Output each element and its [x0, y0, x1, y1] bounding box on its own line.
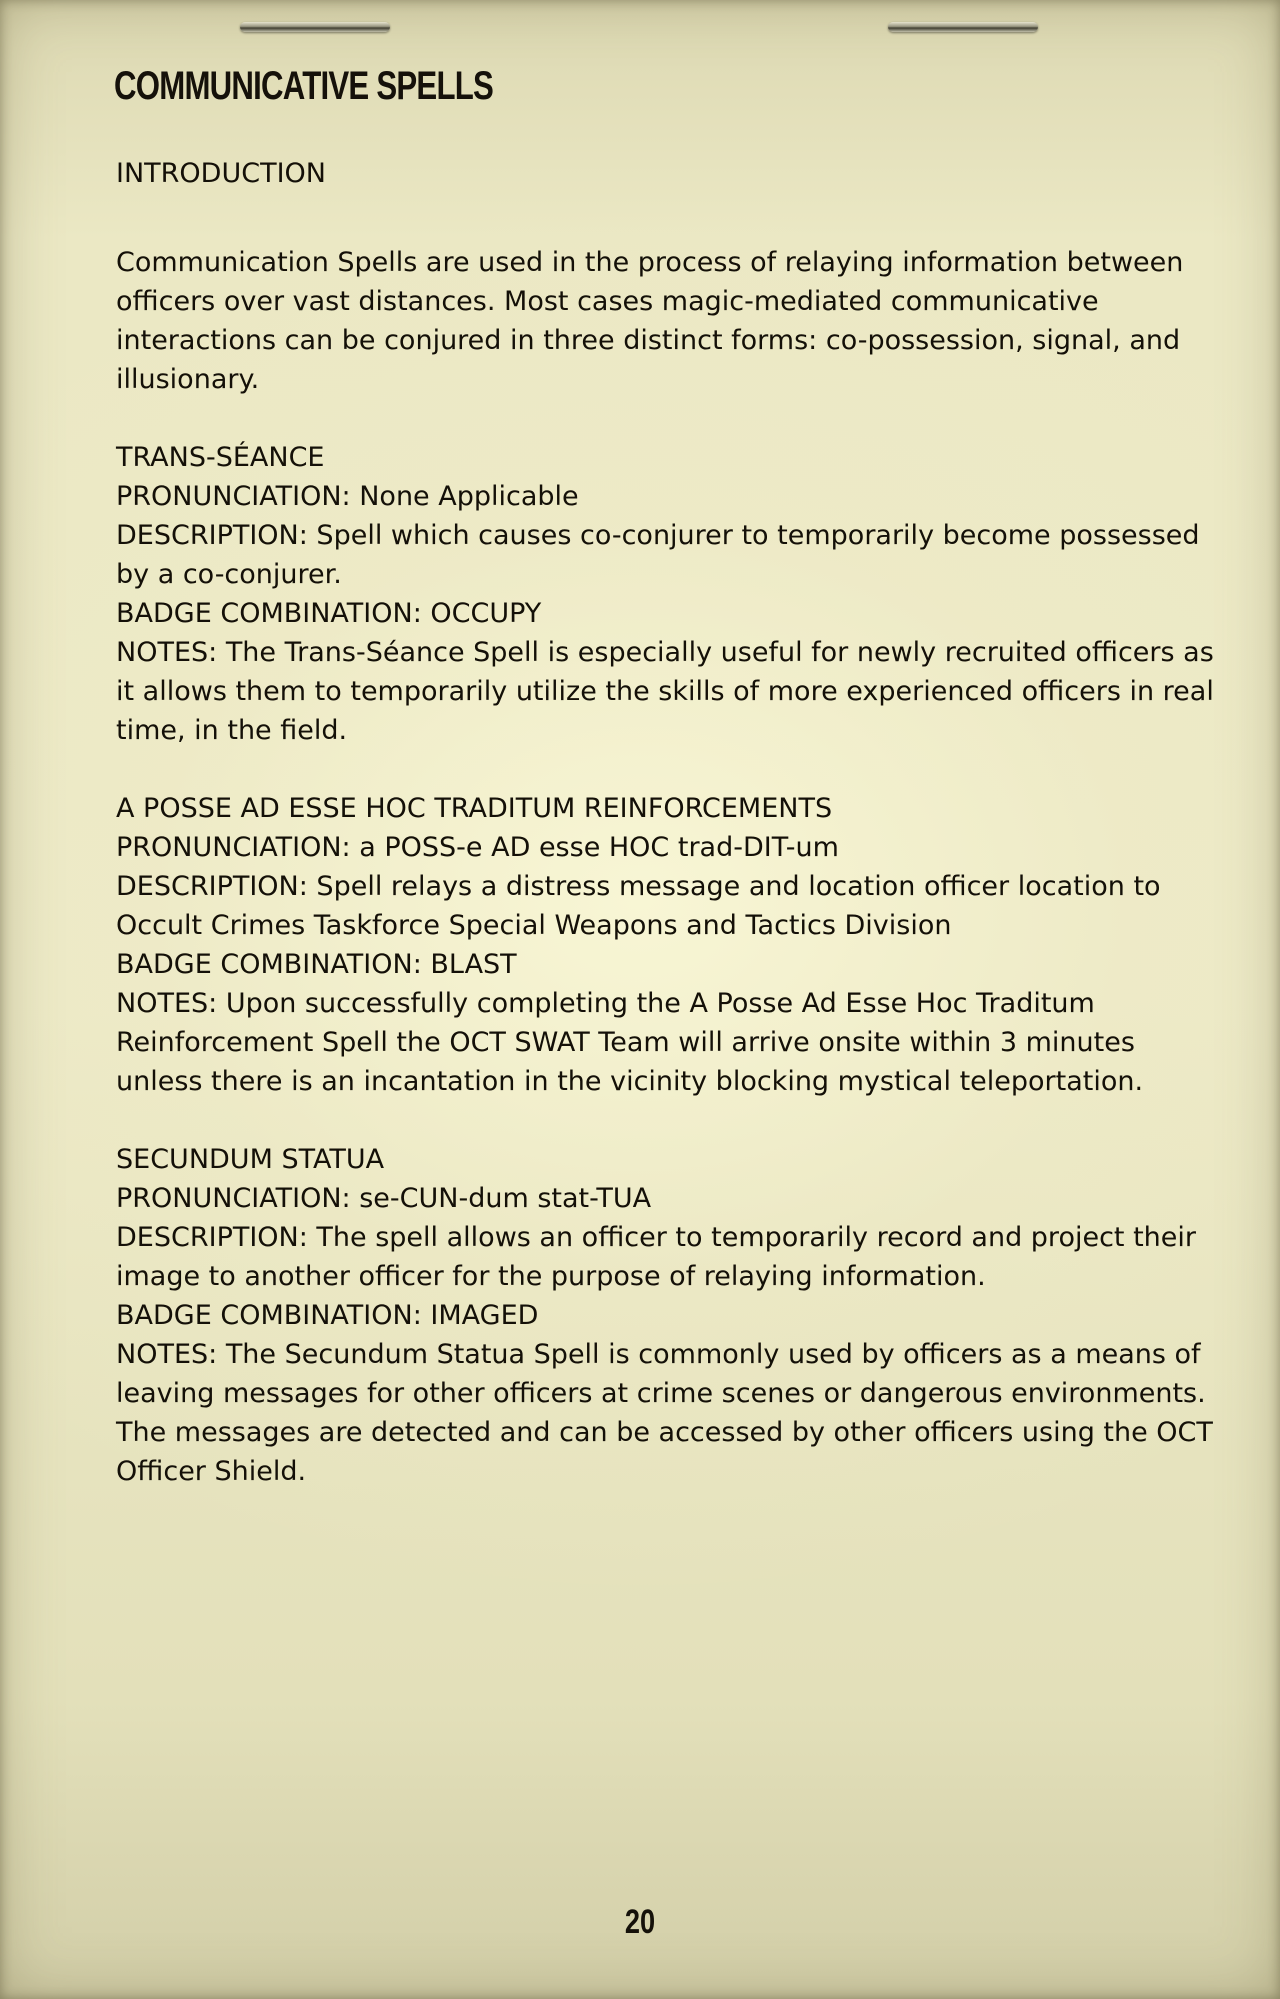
spell-badge-combination: BADGE COMBINATION: OCCUPY — [116, 598, 542, 629]
spell-entry-trans-seance — [116, 438, 1216, 750]
spell-badge-combination: BADGE COMBINATION: IMAGED — [116, 1300, 539, 1331]
spell-notes: NOTES: Upon successfully completing the A Posse Ad Esse Hoc Traditum Reinforcement Spell the OCT SWAT Team will arrive onsite within 3 minutes unless there is an incantation in the vicinity blocking mystical teleportation. — [116, 988, 1144, 1097]
spell-pronunciation: PRONUNCIATION: a POSS-e AD esse HOC trad-DIT-um — [116, 832, 839, 863]
spell-pronunciation: PRONUNCIATION: None Applicable — [116, 481, 579, 512]
spell-description: DESCRIPTION: Spell relays a distress message and location officer location to Occult Crimes Taskforce Special Weapons and Tactics Division — [116, 871, 1161, 941]
spell-description: DESCRIPTION: The spell allows an officer to temporarily record and project their image to another officer for the purpose of relaying information. — [116, 1222, 1196, 1292]
spell-entry-secundum-statua — [116, 1140, 1216, 1491]
spell-entry-a-posse-ad-esse — [116, 789, 1216, 1101]
spell-description: DESCRIPTION: Spell which causes co-conjurer to temporarily become possessed by a co-conjurer. — [116, 520, 1200, 590]
page-content — [116, 154, 1216, 1491]
page-number: 20 — [624, 1903, 656, 1941]
binder-ring-right — [888, 22, 1038, 32]
introduction-title: INTRODUCTION — [116, 158, 326, 189]
spell-name: A POSSE AD ESSE HOC TRADITUM REINFORCEMENTS — [116, 793, 833, 824]
spell-notes: NOTES: The Secundum Statua Spell is commonly used by officers as a means of leaving messages for other officers at crime scenes or dangerous environments. The messages are detected and can be accessed by other officers using the OCT Officer Shield. — [116, 1339, 1213, 1487]
spell-name: SECUNDUM STATUA — [116, 1144, 385, 1175]
spell-notes: NOTES: The Trans-Séance Spell is especially useful for newly recruited officers as it allows them to temporarily utilize the skills of more experienced officers in real time, in the field. — [116, 637, 1214, 746]
binder-ring-left — [240, 22, 390, 32]
spell-name: TRANS-SÉANCE — [116, 442, 325, 473]
spell-badge-combination: BADGE COMBINATION: BLAST — [116, 949, 517, 980]
page-heading: COMMUNICATIVE SPELLS — [114, 64, 494, 108]
introduction-text: Communication Spells are used in the process of relaying information between officers over vast distances. Most cases magic-mediated communicative interactions can be conjured in three distinct forms: co-possession, signal, and illusionary. — [116, 247, 1184, 395]
spell-pronunciation: PRONUNCIATION: se-CUN-dum stat-TUA — [116, 1183, 652, 1214]
